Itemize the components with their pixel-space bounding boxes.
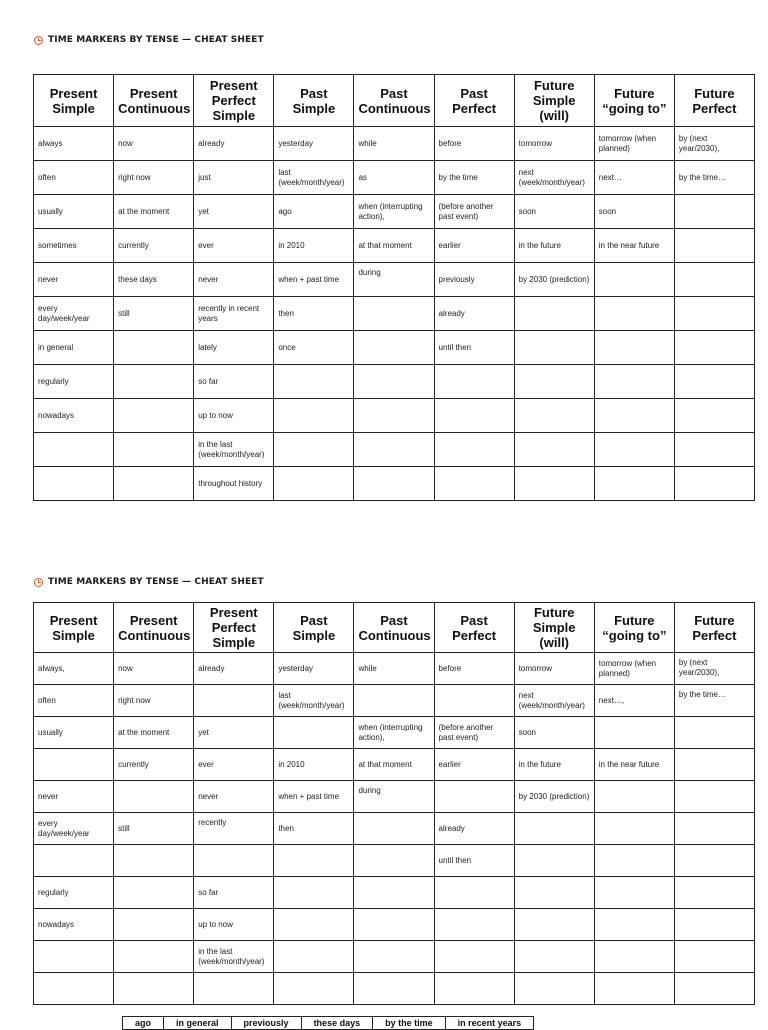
table-cell: right now [114,685,194,717]
table-cell: next… [594,161,674,195]
table-cell: ever [194,229,274,263]
table-cell [354,973,434,1005]
table-cell: in the last (week/month/year) [194,433,274,467]
table-cell [114,399,194,433]
table-cell: during [354,263,434,297]
table-cell [274,909,354,941]
word-bank-item: previously [231,1017,301,1030]
column-header: Future Perfect [674,75,754,127]
table-cell [354,467,434,501]
table-cell [674,941,754,973]
word-bank-item: in general [164,1017,232,1030]
column-header: Future “going to” [594,75,674,127]
table-cell: tomorrow (when planned) [594,653,674,685]
table-cell [674,297,754,331]
table-cell: until then [434,331,514,365]
table-cell [34,467,114,501]
table-cell: by the time… [674,161,754,195]
table-cell [514,813,594,845]
table-cell: in the future [514,749,594,781]
table-cell: lately [194,331,274,365]
table-cell [674,781,754,813]
table-cell [114,331,194,365]
table-cell [674,229,754,263]
column-header: Present Continuous [114,603,194,653]
sheet-title-1 [34,35,264,45]
table-cell: during [354,781,434,813]
clock-icon [34,578,43,587]
table-cell: yesterday [274,653,354,685]
table-cell [674,877,754,909]
table-cell [674,195,754,229]
column-header: Past Perfect [434,75,514,127]
table-cell [354,297,434,331]
table-cell: already [194,127,274,161]
table-cell: nowadays [34,909,114,941]
word-bank [122,1016,534,1030]
table-cell: so far [194,365,274,399]
table-cell: previously [434,263,514,297]
table-cell: just [194,161,274,195]
table-cell [674,467,754,501]
table-cell: in 2010 [274,749,354,781]
table-cell [434,685,514,717]
table-cell: tomorrow (when planned) [594,127,674,161]
table-cell: yet [194,195,274,229]
table-cell [594,399,674,433]
table-cell: in the near future [594,749,674,781]
table-cell [274,433,354,467]
table-cell: by (next year/2030), [674,653,754,685]
table-cell [194,685,274,717]
table-cell [34,941,114,973]
tense-table-2 [33,602,755,1005]
table-cell [274,973,354,1005]
column-header: Present Perfect Simple [194,603,274,653]
table-cell [434,399,514,433]
header-row [34,603,755,653]
table-cell: next (week/month/year) [514,685,594,717]
table-cell: in the last (week/month/year) [194,941,274,973]
table-cell [354,845,434,877]
table-cell [594,941,674,973]
table-row [34,781,755,813]
table-cell: in the near future [594,229,674,263]
table-cell: by the time… [674,685,754,717]
tense-table-1 [33,74,755,501]
table-cell: often [34,161,114,195]
table-cell: already [194,653,274,685]
table-cell: tomorrow [514,127,594,161]
column-header: Past Continuous [354,75,434,127]
table-cell [514,399,594,433]
table-cell: soon [594,195,674,229]
sheet-title-text: TIME MARKERS BY TENSE — CHEAT SHEET [48,577,264,587]
table-cell: at that moment [354,749,434,781]
column-header: Future Simple (will) [514,603,594,653]
table-cell: by the time [434,161,514,195]
table-cell [674,399,754,433]
table-cell: now [114,127,194,161]
table-cell: tomorrow [514,653,594,685]
table-cell: by (next year/2030), [674,127,754,161]
table-row [34,941,755,973]
table-cell [674,263,754,297]
table-cell: already [434,297,514,331]
table-cell [194,845,274,877]
table-cell [434,433,514,467]
table-cell: in general [34,331,114,365]
table-cell: next…, [594,685,674,717]
sheet-title-text: TIME MARKERS BY TENSE — CHEAT SHEET [48,35,264,45]
table-cell [114,433,194,467]
word-bank-item: in recent years [445,1017,534,1030]
table-cell [514,365,594,399]
table-row [34,195,755,229]
table-cell: usually [34,195,114,229]
table-cell: (before another past event) [434,195,514,229]
clock-icon [34,36,43,45]
table-cell: regularly [34,877,114,909]
table-row [34,399,755,433]
table-cell [114,941,194,973]
table-row [34,973,755,1005]
table-cell: next (week/month/year) [514,161,594,195]
table-row [34,433,755,467]
table-row [34,653,755,685]
table-cell: by 2030 (prediction) [514,781,594,813]
table-cell: (before another past event) [434,717,514,749]
table-cell [274,467,354,501]
table-cell [354,399,434,433]
table-cell [354,909,434,941]
column-header: Future Perfect [674,603,754,653]
table-cell [594,297,674,331]
table-cell [114,909,194,941]
table-cell [434,467,514,501]
table-cell: currently [114,229,194,263]
table-cell [434,877,514,909]
table-body [34,127,755,501]
table-cell: often [34,685,114,717]
table-cell: recently in recent years [194,297,274,331]
table-cell [514,909,594,941]
table-cell: by 2030 (prediction) [514,263,594,297]
table-cell: then [274,297,354,331]
table-cell: then [274,813,354,845]
table-cell [114,845,194,877]
table-cell [114,877,194,909]
table-cell [274,845,354,877]
table-cell: last (week/month/year) [274,685,354,717]
column-header: Future “going to” [594,603,674,653]
table-cell [354,685,434,717]
table-cell [594,467,674,501]
table-row [34,845,755,877]
table-cell [674,331,754,365]
table-cell [594,973,674,1005]
table-cell [594,813,674,845]
table-cell [514,845,594,877]
table-cell [434,909,514,941]
table-cell [514,331,594,365]
table-cell [434,941,514,973]
table-row [34,749,755,781]
column-header: Past Continuous [354,603,434,653]
table-cell: still [114,813,194,845]
table-cell: so far [194,877,274,909]
table-cell: up to now [194,909,274,941]
table-cell [594,365,674,399]
table-cell [514,297,594,331]
table-cell [594,263,674,297]
table-row [34,909,755,941]
table-cell [114,365,194,399]
column-header: Present Simple [34,75,114,127]
table-cell: soon [514,717,594,749]
table-cell [674,433,754,467]
table-cell: now [114,653,194,685]
table-cell: currently [114,749,194,781]
sheet-title-2 [34,577,264,587]
table-cell: yet [194,717,274,749]
table-cell: at the moment [114,195,194,229]
table-body [34,653,755,1005]
table-cell: at that moment [354,229,434,263]
table-cell [274,877,354,909]
table-cell: every day/week/year [34,297,114,331]
table-cell: when (interrupting action), [354,195,434,229]
table-cell [674,365,754,399]
table-row [34,877,755,909]
table-cell [354,813,434,845]
table-cell [434,973,514,1005]
table-cell: usually [34,717,114,749]
header-row [34,75,755,127]
table-cell [674,813,754,845]
word-bank-item: by the time [373,1017,446,1030]
word-bank-item: these days [301,1017,373,1030]
table-cell: last (week/month/year) [274,161,354,195]
table-cell [674,845,754,877]
table-cell [114,973,194,1005]
column-header: Past Simple [274,603,354,653]
table-row [34,331,755,365]
table-cell: as [354,161,434,195]
table-row [34,467,755,501]
table-cell [674,717,754,749]
table-cell: recently [194,813,274,845]
column-header: Present Simple [34,603,114,653]
table-cell [514,877,594,909]
word-bank-item: ago [123,1017,164,1030]
table-cell [514,941,594,973]
table-cell [674,909,754,941]
table-cell: throughout history [194,467,274,501]
table-cell [594,877,674,909]
table-row [34,263,755,297]
table-cell: still [114,297,194,331]
table-cell: in 2010 [274,229,354,263]
table-cell: before [434,127,514,161]
word-bank-row [123,1017,534,1030]
table-cell [514,433,594,467]
table-cell [594,331,674,365]
table-cell: yesterday [274,127,354,161]
table-cell [114,781,194,813]
table-cell [34,845,114,877]
table-cell: when (interrupting action), [354,717,434,749]
table-cell: once [274,331,354,365]
table-cell: ago [274,195,354,229]
table-cell [274,399,354,433]
table-cell [354,433,434,467]
table-row [34,229,755,263]
table-cell [114,467,194,501]
table-row [34,161,755,195]
table-cell: regularly [34,365,114,399]
table-cell [274,717,354,749]
table-cell: every day/week/year [34,813,114,845]
table-cell [194,973,274,1005]
table-cell: always [34,127,114,161]
table-row [34,127,755,161]
table-cell: up to now [194,399,274,433]
table-cell [354,365,434,399]
table-cell: in the future [514,229,594,263]
table-cell: never [194,781,274,813]
column-header: Past Perfect [434,603,514,653]
table-cell: before [434,653,514,685]
table-cell [434,365,514,399]
table-row [34,685,755,717]
table-row [34,813,755,845]
table-cell: nowadays [34,399,114,433]
table-cell [34,749,114,781]
column-header: Future Simple (will) [514,75,594,127]
table-cell: never [34,263,114,297]
table-cell [594,781,674,813]
table-cell [34,973,114,1005]
table-cell: never [194,263,274,297]
table-cell: never [34,781,114,813]
table-cell: these days [114,263,194,297]
table-cell [594,845,674,877]
table-cell: sometimes [34,229,114,263]
table-cell [274,365,354,399]
column-header: Present Perfect Simple [194,75,274,127]
table-cell [674,973,754,1005]
table-cell [514,973,594,1005]
table-row [34,365,755,399]
table-cell: always, [34,653,114,685]
table-cell: when + past time [274,781,354,813]
table-row [34,717,755,749]
table-cell [594,717,674,749]
table-cell [514,467,594,501]
table-cell [34,433,114,467]
table-cell [434,781,514,813]
table-cell [274,941,354,973]
table-cell: while [354,653,434,685]
table-cell: ever [194,749,274,781]
table-cell [354,941,434,973]
table-cell: until then [434,845,514,877]
table-cell [594,909,674,941]
column-header: Present Continuous [114,75,194,127]
table-cell: when + past time [274,263,354,297]
table-cell [354,331,434,365]
table-cell [354,877,434,909]
table-row [34,297,755,331]
table-cell: earlier [434,229,514,263]
table-cell: soon [514,195,594,229]
table-cell [594,433,674,467]
table-cell [674,749,754,781]
column-header: Past Simple [274,75,354,127]
table-cell: at the moment [114,717,194,749]
table-cell: right now [114,161,194,195]
table-cell: already [434,813,514,845]
table-cell: while [354,127,434,161]
table-cell: earlier [434,749,514,781]
